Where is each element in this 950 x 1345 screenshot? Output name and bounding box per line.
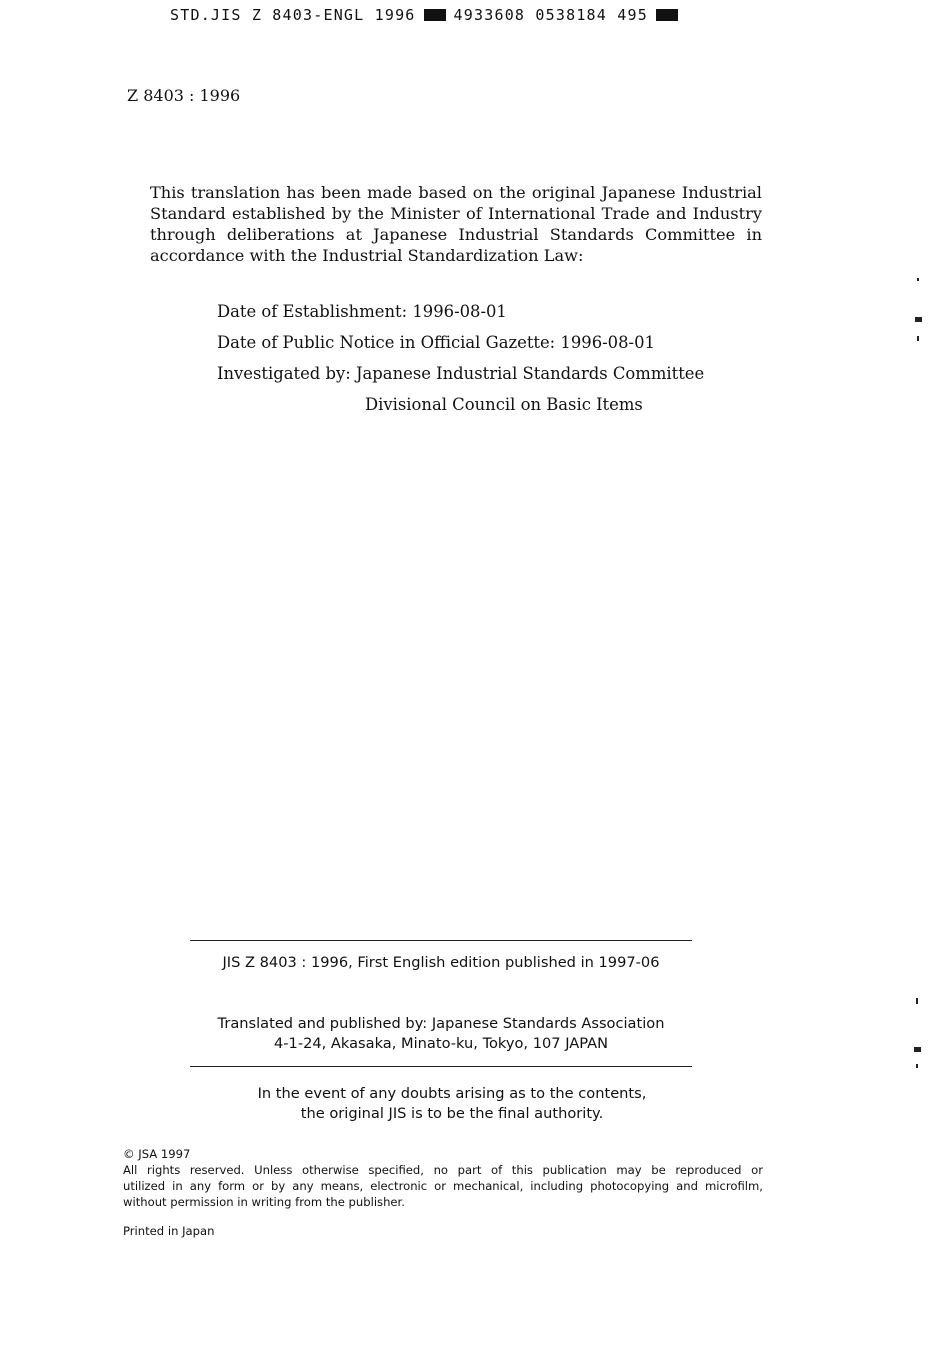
statement-line: accordance with the Industrial Standardization Law: <box>150 246 584 265</box>
authority-line: In the event of any doubts arising as to the contents, <box>257 1085 647 1102</box>
copyright-block <box>123 1146 763 1210</box>
authority-notice <box>190 1084 714 1124</box>
banner-block-mark <box>424 9 446 21</box>
statement-line: This translation has been made based on the original Japanese Industrial <box>150 183 762 202</box>
banner-code: 4933608 0538184 495 <box>453 6 648 24</box>
publisher-address: 4-1-24, Akasaka, Minato-ku, Tokyo, 107 JAPAN <box>273 1035 608 1052</box>
rights-line: without permission in writing from the publisher. <box>123 1195 405 1209</box>
investigated-by: Investigated by: Japanese Industrial Standards Committee <box>217 364 705 383</box>
page-header-banner <box>170 6 686 24</box>
date-of-public-notice: Date of Public Notice in Official Gazette: 1996-08-01 <box>217 333 655 352</box>
translation-statement <box>150 182 762 266</box>
divider-bottom <box>190 1066 692 1067</box>
scan-artifact <box>917 278 919 281</box>
statement-line: through deliberations at Japanese Industrial Standards Committee in <box>150 225 762 244</box>
publisher-block <box>190 1014 692 1054</box>
investigated-by-council: Divisional Council on Basic Items <box>365 395 643 414</box>
rights-line: utilized in any form or by any means, electronic or mechanical, including photocopying and microfilm, <box>123 1179 763 1193</box>
rights-line: All rights reserved. Unless otherwise specified, no part of this publication may be reproduced or <box>123 1163 763 1177</box>
scan-artifact <box>915 317 922 322</box>
banner-document-id: STD.JIS Z 8403-ENGL 1996 <box>170 6 416 24</box>
standard-details <box>217 296 704 420</box>
authority-line: the original JIS is to be the final authority. <box>300 1105 604 1122</box>
printed-in-statement: Printed in Japan <box>123 1224 215 1238</box>
scan-artifact <box>914 1047 921 1052</box>
scan-artifact <box>917 336 919 341</box>
publisher-name: Translated and published by: Japanese Standards Association <box>217 1015 665 1032</box>
banner-block-mark-end <box>656 9 678 21</box>
date-of-establishment: Date of Establishment: 1996-08-01 <box>217 302 507 321</box>
document-number: Z 8403 : 1996 <box>127 86 241 105</box>
edition-statement: JIS Z 8403 : 1996, First English edition published in 1997-06 <box>222 954 660 971</box>
copyright-notice: © JSA 1997 <box>123 1147 191 1161</box>
divider-top <box>190 940 692 941</box>
scan-artifact <box>916 1064 918 1068</box>
scan-artifact <box>916 998 918 1004</box>
statement-line: Standard established by the Minister of International Trade and Industry <box>150 204 762 223</box>
